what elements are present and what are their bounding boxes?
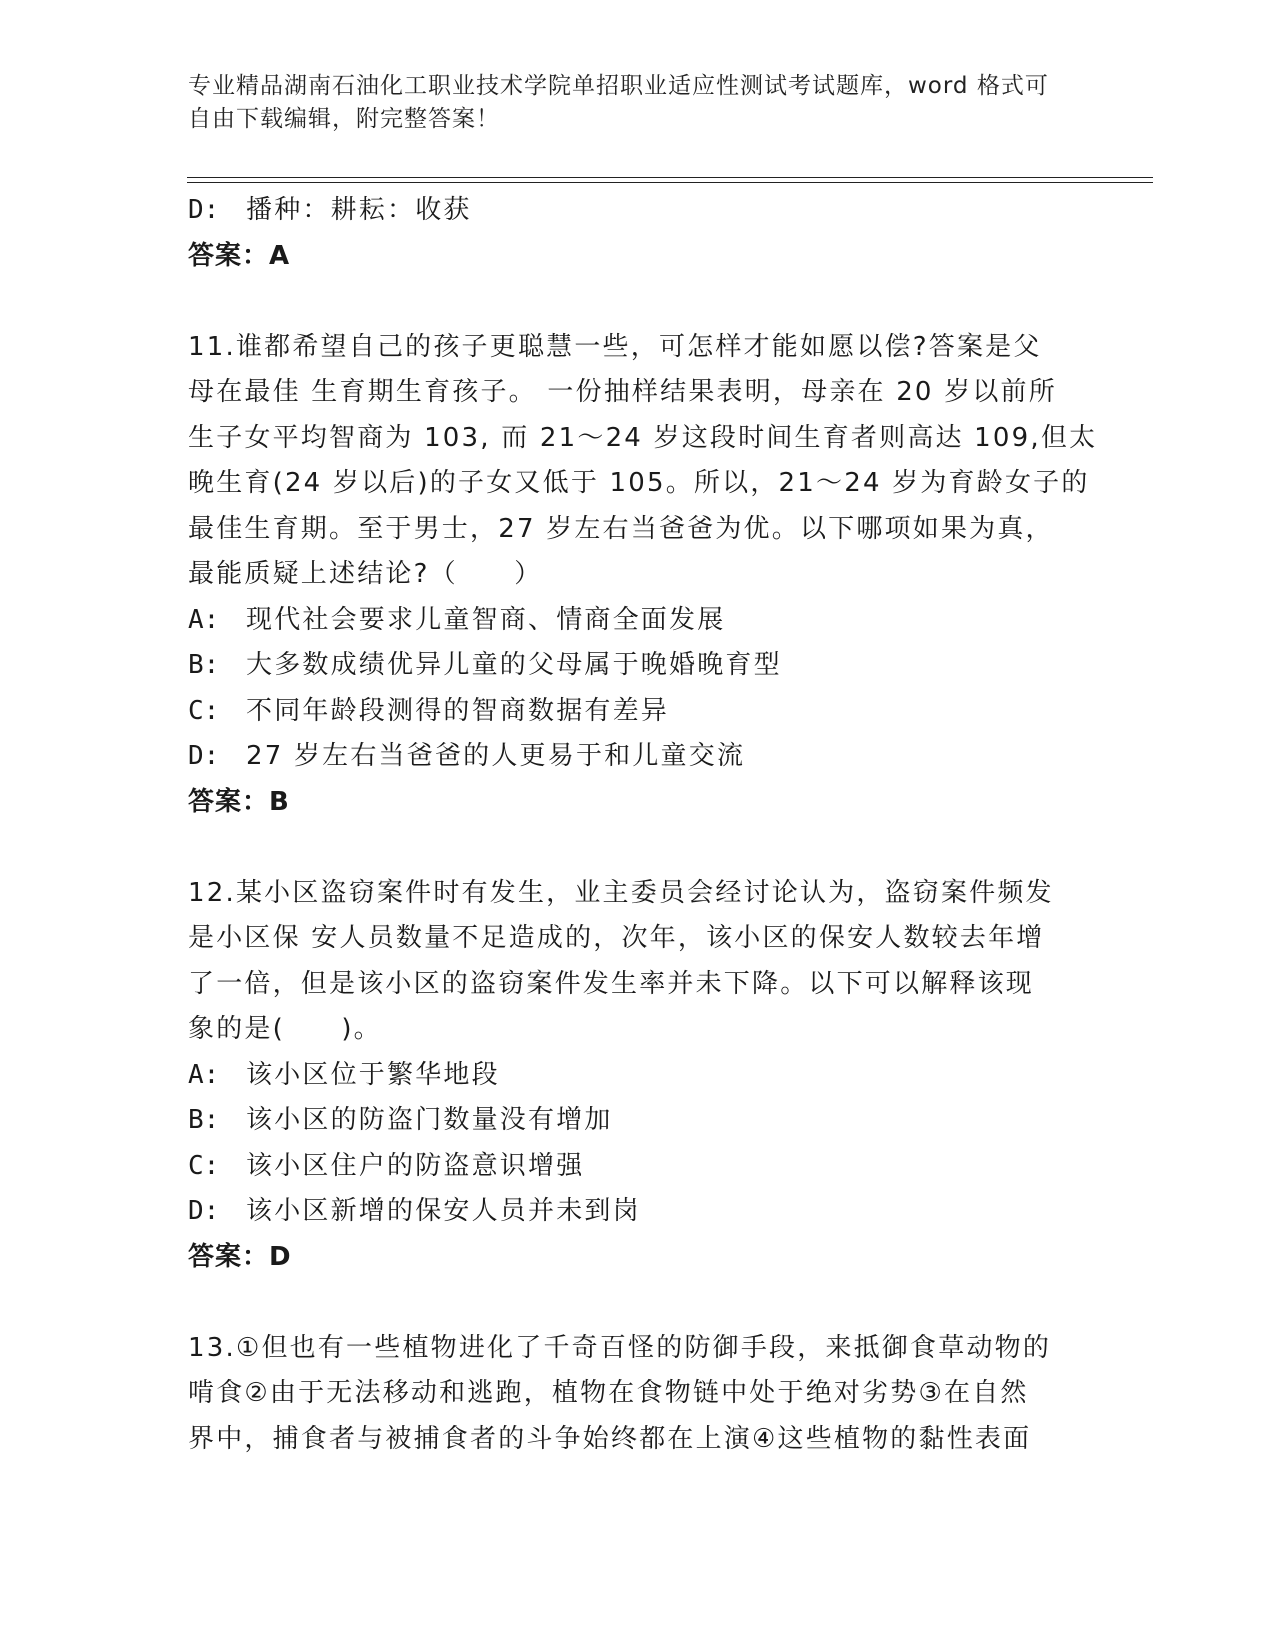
option-a — [188, 598, 1088, 644]
question-text-line: 12.某小区盗窃案件时有发生，业主委员会经讨论认为，盗窃案件频发 — [188, 877, 1054, 908]
answer-line: 答案：B — [188, 786, 290, 817]
option-b — [188, 1098, 1088, 1144]
spacer — [188, 279, 1088, 325]
spacer — [188, 825, 1088, 871]
question-text-line: 了一倍，但是该小区的盗窃案件发生率并未下降。以下可以解释该现 — [188, 968, 1035, 999]
question-12 — [188, 871, 1088, 1281]
option-text: 27 岁左右当爸爸的人更易于和儿童交流 — [246, 741, 746, 771]
option-a — [188, 1053, 1088, 1099]
option-label: D: — [188, 741, 220, 771]
question-text-line: 13.①但也有一些植物进化了千奇百怪的防御手段，来抵御食草动物的 — [188, 1332, 1052, 1363]
header-line: 自由下载编辑，附完整答案！ — [188, 106, 500, 132]
option-label: B: — [188, 650, 220, 680]
answer-line: 答案：D — [188, 1241, 292, 1272]
page-header — [188, 70, 1088, 136]
option-label: C: — [188, 1150, 220, 1181]
question-text-line: 11.谁都希望自己的孩子更聪慧一些，可怎样才能如愿以偿?答案是父 — [188, 331, 1042, 362]
question-text-line: 界中，捕食者与被捕食者的斗争始终都在上演④这些植物的黏性表面 — [188, 1423, 1032, 1454]
option-text: 大多数成绩优异儿童的父母属于晚婚晚育型 — [246, 650, 782, 680]
option-label: D: — [188, 195, 220, 225]
option-label: A: — [188, 1059, 220, 1090]
option-text: 该小区新增的保安人员并未到岗 — [246, 1196, 641, 1226]
question-text-line: 母在最佳 生育期生育孩子。 一份抽样结果表明，母亲在 20 岁以前所 — [188, 377, 1057, 407]
option-text: 不同年龄段测得的智商数据有差异 — [246, 695, 670, 726]
header-divider — [187, 182, 1153, 183]
option-text: 该小区位于繁华地段 — [246, 1059, 500, 1090]
question-text-line: 啃食②由于无法移动和逃跑，植物在食物链中处于绝对劣势③在自然 — [188, 1378, 1029, 1408]
option-text: 该小区住户的防盗意识增强 — [246, 1150, 585, 1181]
option-c — [188, 1144, 1088, 1190]
question-text-line: 生子女平均智商为 103, 而 21～24 岁这段时间生育者则高达 109,但太 — [188, 422, 1098, 453]
question-text-line: 最佳生育期。至于男士，27 岁左右当爸爸为优。以下哪项如果为真， — [188, 513, 1054, 544]
option-text: 播种：耕耘：收获 — [246, 195, 472, 225]
question-13 — [188, 1326, 1088, 1463]
question-11 — [188, 325, 1098, 826]
document-body — [188, 188, 1098, 1462]
question-text-line: 是小区保 安人员数量不足造成的，次年，该小区的保安人数较去年增 — [188, 923, 1045, 953]
question-text-line: 最能质疑上述结论?（ ） — [188, 559, 543, 589]
option-b — [188, 643, 1088, 689]
question-text-line: 象的是( )。 — [188, 1014, 382, 1044]
option-label: B: — [188, 1105, 220, 1135]
option-d — [188, 1189, 1088, 1235]
question-text-line: 晚生育(24 岁以后)的子女又低于 105。所以，21～24 岁为育龄女子的 — [188, 468, 1090, 498]
header-divider — [187, 177, 1153, 178]
option-d — [188, 188, 1088, 234]
option-c — [188, 689, 1088, 735]
option-text: 现代社会要求儿童智商、情商全面发展 — [246, 604, 726, 635]
spacer — [188, 1280, 1088, 1326]
option-text: 该小区的防盗门数量没有增加 — [246, 1105, 613, 1135]
header-line: 专业精品湖南石油化工职业技术学院单招职业适应性测试考试题库，word 格式可 — [188, 73, 1049, 99]
option-label: C: — [188, 695, 220, 726]
answer-line: 答案：A — [188, 240, 291, 271]
option-label: A: — [188, 604, 220, 635]
option-d — [188, 734, 1088, 780]
option-label: D: — [188, 1196, 220, 1226]
